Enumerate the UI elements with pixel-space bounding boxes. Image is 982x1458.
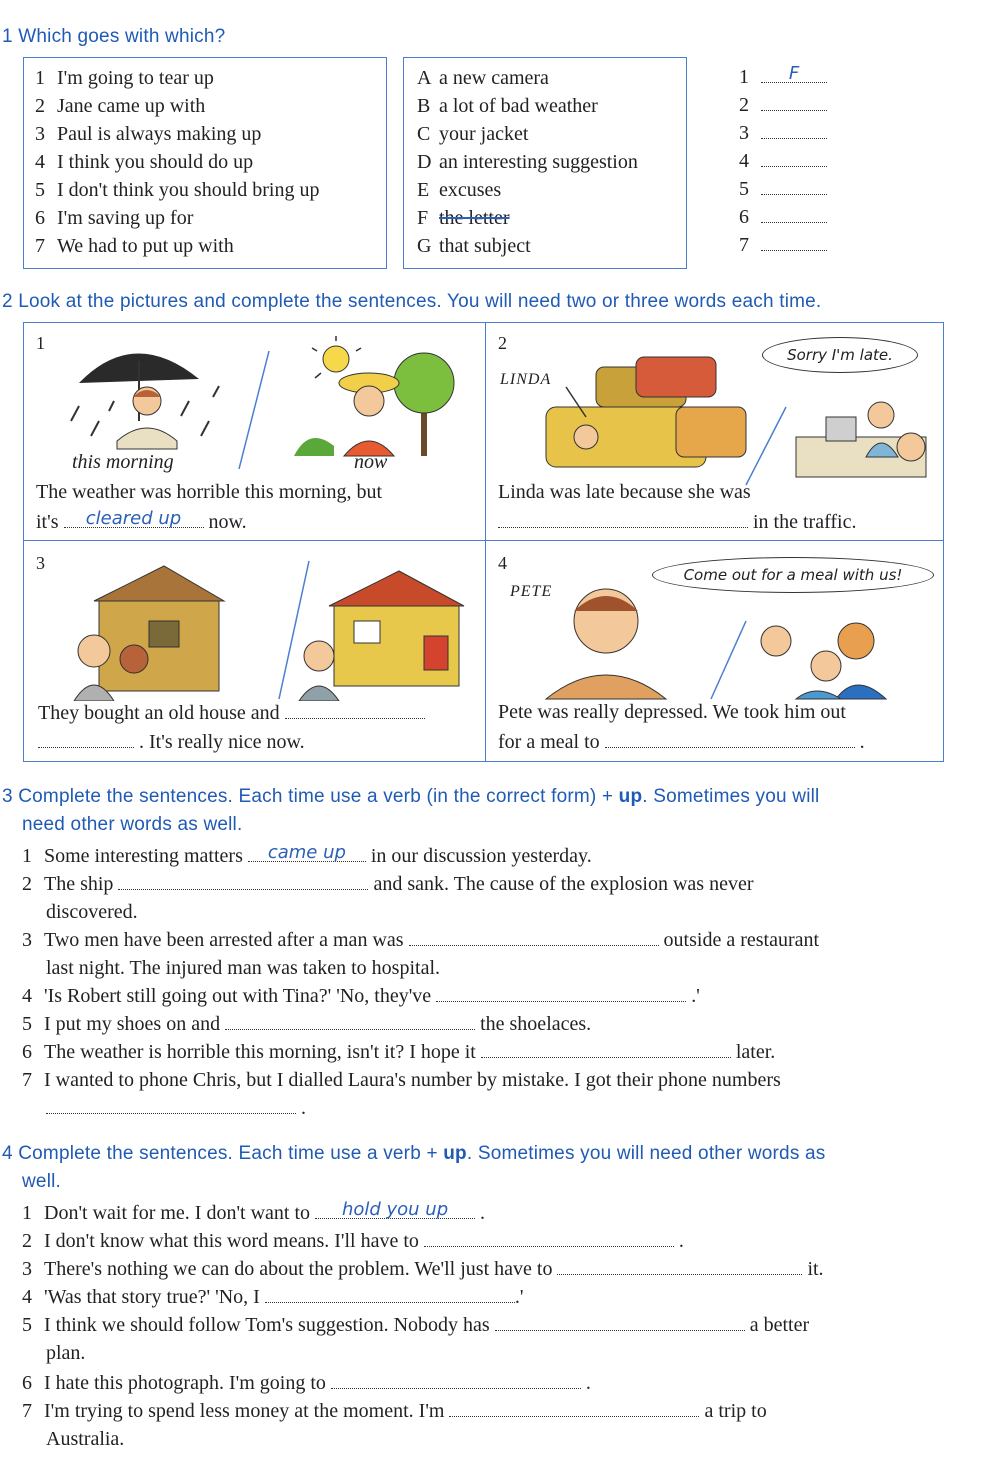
panel-2-number: 2: [498, 333, 507, 353]
ex3-item-7: 7 I wanted to phone Chris, but I dialled Laura's number by mistake. I got their phone numbers: [22, 1069, 781, 1091]
panel-1-answer-blank[interactable]: cleared up: [64, 510, 204, 528]
ex1-answer-3: 3: [739, 119, 827, 147]
panel-4-number: 4: [498, 553, 507, 573]
ex1-left-4: 4 I think you should do up: [35, 151, 254, 173]
ex3-item-4: 4 'Is Robert still going out with Tina?' 'No, they've .': [22, 985, 700, 1007]
ex3-item-7-blank[interactable]: [46, 1096, 296, 1114]
office-people-icon: [796, 402, 926, 477]
ex1-left-6: 6 I'm saving up for: [35, 207, 194, 229]
ex1-right-A: A a new camera: [417, 67, 549, 89]
ex2-panel-4: [485, 540, 944, 762]
ex4-item-1: 1 Don't wait for me. I don't want to hold you up .: [22, 1199, 486, 1224]
ex4-item-6-blank[interactable]: [331, 1371, 581, 1389]
ex3-item-3-blank[interactable]: [409, 928, 659, 946]
ex1-left-3: 3 Paul is always making up: [35, 123, 262, 145]
ex4-item-5-cont: plan.: [46, 1342, 86, 1364]
ex3-item-6: 6 The weather is horrible this morning, isn't it? I hope it later.: [22, 1041, 776, 1063]
panel-3-answer-blank-1[interactable]: [285, 701, 425, 719]
ex1-answer-6-blank[interactable]: [761, 205, 827, 223]
ex1-answer-2: 2: [739, 91, 827, 119]
panel-4-sentence-2: for a meal to .: [498, 731, 865, 753]
ex1-right-D: D an interesting suggestion: [417, 151, 638, 173]
ex2-heading: 2 Look at the pictures and complete the sentences. You will need two or three words each time.: [2, 291, 822, 312]
ex1-right-F-struck: F the letter: [417, 207, 510, 229]
ex1-answer-5: 5: [739, 175, 827, 203]
panel-2-speech-bubble: Sorry I'm late.: [762, 337, 918, 373]
ex4-item-3-blank[interactable]: [557, 1257, 802, 1275]
ex3-item-2-blank[interactable]: [118, 872, 368, 890]
panel-1-label-now: now: [354, 451, 388, 473]
panel-4-sentence-1: Pete was really depressed. We took him out: [498, 701, 846, 723]
ex4-item-5-blank[interactable]: [495, 1313, 745, 1331]
ex4-item-1-blank[interactable]: hold you up: [315, 1201, 475, 1219]
ex3-item-6-blank[interactable]: [481, 1040, 731, 1058]
ex1-answer-5-blank[interactable]: [761, 177, 827, 195]
ex3-item-7-cont: .: [46, 1094, 306, 1122]
ex4-item-4-blank[interactable]: [265, 1285, 515, 1303]
ex3-item-2: 2 The ship and sank. The cause of the explosion was never: [22, 873, 754, 895]
panel-3-sentence-1: They bought an old house and: [38, 701, 425, 725]
ex2-panel-1: [23, 322, 486, 541]
ex1-right-box: [403, 57, 687, 269]
ex4-item-5: 5 I think we should follow Tom's suggestion. Nobody has a better: [22, 1314, 810, 1336]
ex1-answer-4: 4: [739, 147, 827, 175]
ex1-left-7: 7 We had to put up with: [35, 235, 234, 257]
ex1-answer-6: 6: [739, 203, 827, 231]
panel-3-illustration: [54, 551, 479, 701]
panel-2-answer-blank[interactable]: [498, 510, 748, 528]
ex3-item-4-blank[interactable]: [436, 984, 686, 1002]
ex4-item-2: 2 I don't know what this word means. I'll have to .: [22, 1230, 684, 1252]
ex1-answer-7-blank[interactable]: [761, 233, 827, 251]
ex4-item-7: 7 I'm trying to spend less money at the moment. I'm a trip to: [22, 1400, 767, 1422]
depressed-man-icon: [546, 589, 666, 699]
panel-3-sentence-2: . It's really nice now.: [38, 730, 305, 754]
ex1-right-C: C your jacket: [417, 123, 529, 145]
ex1-right-E: E excuses: [417, 179, 502, 201]
ex1-answer-3-blank[interactable]: [761, 121, 827, 139]
ex4-item-7-cont: Australia.: [46, 1428, 125, 1450]
new-house-icon: [299, 571, 464, 701]
panel-3-number: 3: [36, 553, 45, 573]
ex1-left-5: 5 I don't think you should bring up: [35, 179, 320, 201]
ex3-item-3-cont: last night. The injured man was taken to hospital.: [46, 957, 441, 979]
panel-1-number: 1: [36, 333, 45, 353]
ex4-item-2-blank[interactable]: [424, 1229, 674, 1247]
panel-2-name-label: LINDA: [500, 371, 552, 388]
ex3-item-1-blank[interactable]: came up: [248, 844, 366, 862]
ex3-item-3: 3 Two men have been arrested after a man was outside a restaurant: [22, 929, 820, 951]
ex1-right-B: B a lot of bad weather: [417, 95, 598, 117]
ex4-item-3: 3 There's nothing we can do about the problem. We'll just have to it.: [22, 1258, 824, 1280]
sunny-woman-icon: [294, 336, 454, 456]
ex3-item-5: 5 I put my shoes on and the shoelaces.: [22, 1013, 592, 1035]
ex1-answer-1-blank[interactable]: F: [761, 65, 827, 83]
ex1-right-G: G that subject: [417, 235, 531, 257]
umbrella-person-icon: [71, 353, 219, 449]
ex4-heading: 4 Complete the sentences. Each time use a verb + up. Sometimes you will need other words as: [2, 1143, 826, 1164]
traffic-jam-icon: [546, 357, 746, 467]
panel-4-answer-blank[interactable]: [605, 730, 855, 748]
ex2-panel-3: [23, 540, 486, 762]
panel-4-name-label: PETE: [510, 583, 553, 600]
ex4-item-6: 6 I hate this photograph. I'm going to .: [22, 1372, 591, 1394]
ex1-answer-4-blank[interactable]: [761, 149, 827, 167]
panel-3-answer-blank-2[interactable]: [38, 730, 134, 748]
ex3-item-1: 1 Some interesting matters came up in our discussion yesterday.: [22, 842, 592, 867]
ex3-heading-cont: need other words as well.: [22, 814, 243, 835]
ex1-left-1: 1 I'm going to tear up: [35, 67, 214, 89]
old-house-icon: [74, 566, 224, 701]
ex4-item-4: 4 'Was that story true?' 'No, I .': [22, 1286, 524, 1308]
ex3-item-2-cont: discovered.: [46, 901, 138, 923]
ex4-heading-cont: well.: [22, 1171, 62, 1192]
panel-1-label-this-morning: this morning: [72, 451, 174, 473]
ex1-answer-7: 7: [739, 231, 827, 259]
panel-1-sentence-2: it's cleared up now.: [36, 508, 247, 533]
panel-4-speech-bubble: Come out for a meal with us!: [652, 557, 934, 593]
ex1-left-box: [23, 57, 387, 269]
ex1-heading: 1 Which goes with which?: [2, 26, 226, 47]
ex4-item-7-blank[interactable]: [449, 1399, 699, 1417]
panel-2-sentence-1: Linda was late because she was: [498, 481, 751, 503]
ex3-heading: 3 Complete the sentences. Each time use a verb (in the correct form) + up. Sometimes you will: [2, 786, 820, 807]
ex1-answer-1: 1 F: [739, 63, 827, 91]
panel-2-sentence-2: in the traffic.: [498, 510, 856, 534]
ex2-panel-2: [485, 322, 944, 541]
ex1-answer-2-blank[interactable]: [761, 93, 827, 111]
ex3-item-5-blank[interactable]: [225, 1012, 475, 1030]
panel-1-sentence-1: The weather was horrible this morning, but: [36, 481, 383, 503]
panel-1-illustration: [59, 331, 479, 471]
ex1-left-2: 2 Jane came up with: [35, 95, 206, 117]
friends-group-icon: [761, 623, 886, 699]
